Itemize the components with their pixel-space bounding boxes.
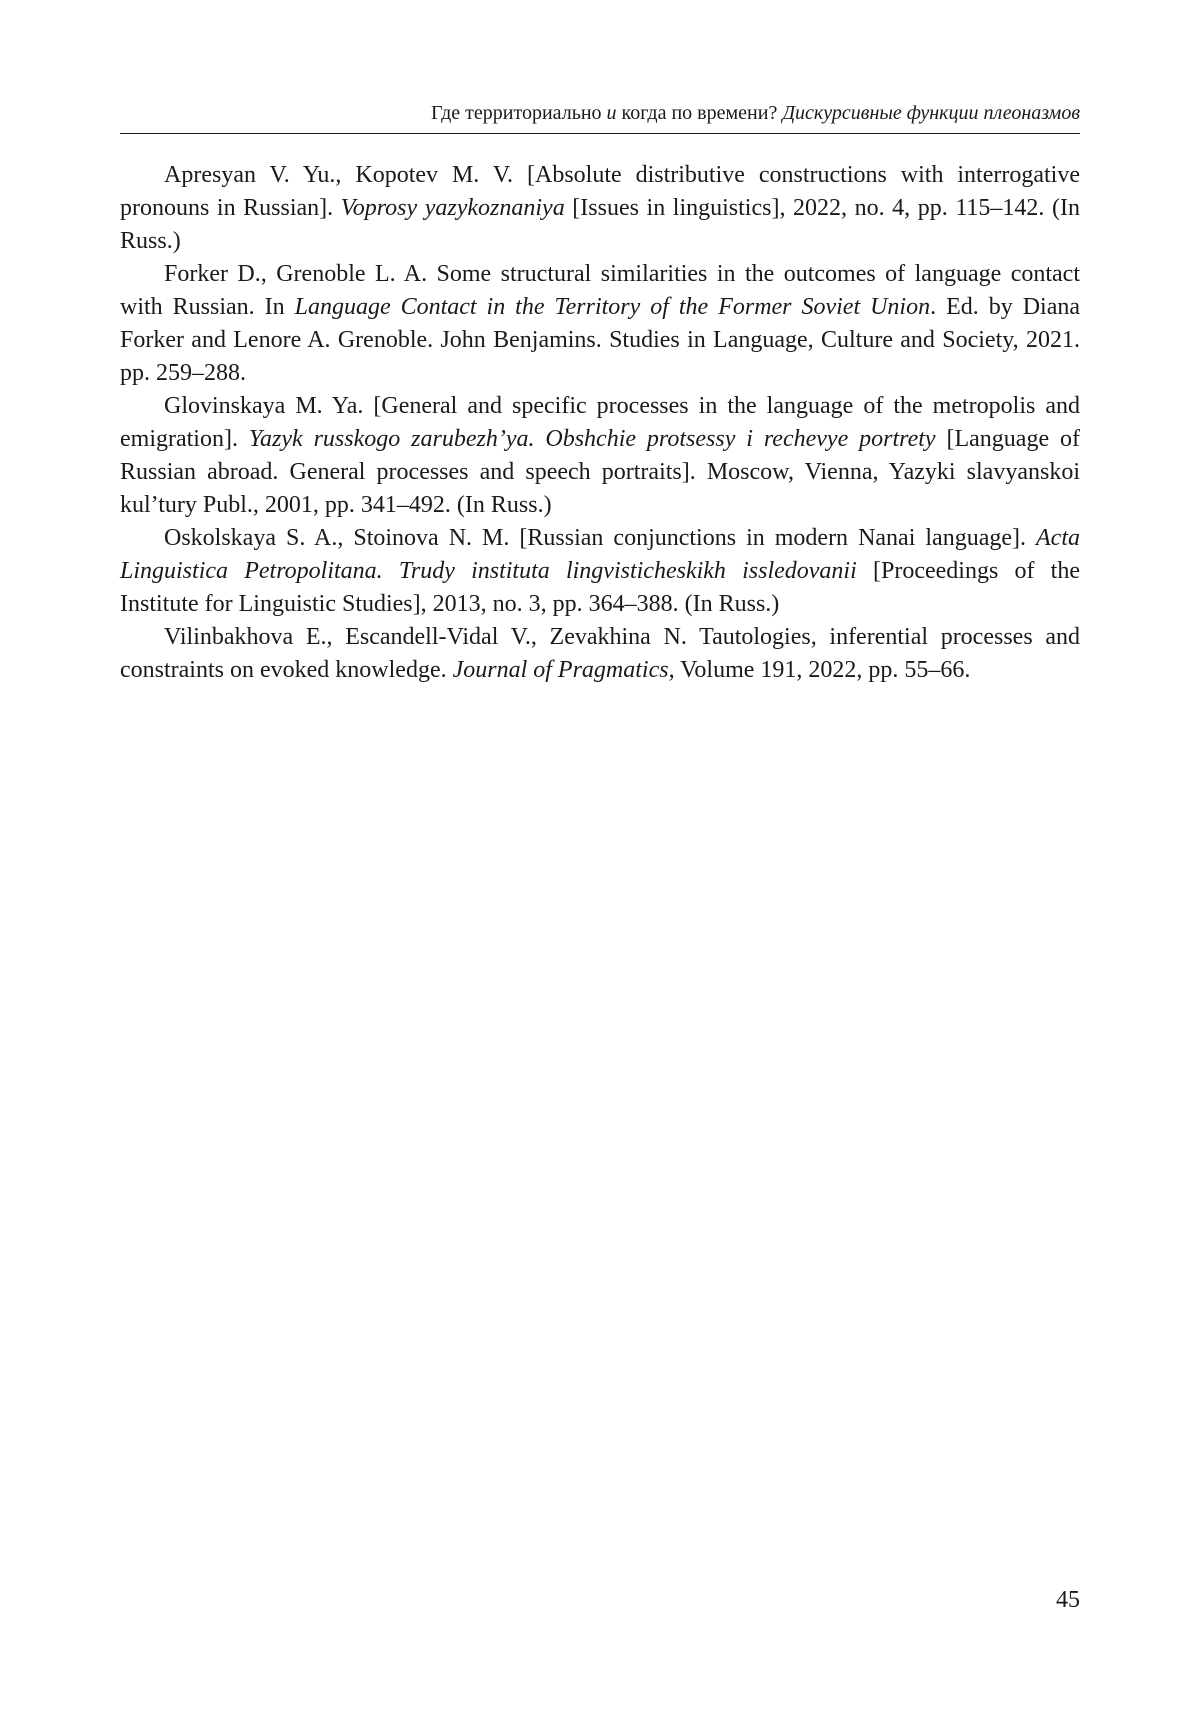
reference-text: [Proceedings of the Institute for Linguistic Studies], 2013, no. 3, pp. 364–388. (In Russ.) [120,558,1081,617]
reference-entry [120,522,1080,621]
reference-source-title: Voprosy yazykoznaniya [340,195,565,221]
reference-text: [Issues in linguistics], 2022, no. 4, pp. 115–142. (In Russ.) [120,195,1080,254]
running-header-text-1: Где территориально [431,102,607,124]
reference-text: Forker D., Grenoble L. A. Some structural similarities in the outcomes of language contact with Russian. In [120,261,1080,320]
reference-source-title: Yazyk russkogo zarubezh’ya. Obshchie protsessy i rechevye portrety [248,426,936,452]
page-number: 45 [1056,1587,1080,1613]
reference-text: , Volume 191, 2022, pp. 55–66. [668,657,971,683]
reference-entry [120,258,1080,390]
running-header-text-3: когда по времени? [616,102,783,124]
running-header-text-2: и [606,102,617,124]
reference-source-title: Language Contact in the Territory of the Former Soviet Union [294,294,931,320]
references-list [120,159,1080,687]
reference-text: [Language of Russian abroad. General processes and speech portraits]. Moscow, Vienna, Yazyki slavyanskoi kul’tury Publ., 2001, pp. 341–492. (In Russ.) [120,426,1080,518]
reference-text: . Ed. by Diana Forker and Lenore A. Grenoble. John Benjamins. Studies in Language, Culture and Society, 2021. pp. 259–288. [120,294,1080,386]
reference-text: Oskolskaya S. A., Stoinova N. M. [Russian conjunctions in modern Nanai language]. [164,525,1037,551]
reference-entry [120,390,1080,522]
header-rule [120,133,1080,134]
reference-entry [120,159,1080,258]
running-header-text-4: Дискурсивные функции плеоназмов [782,102,1080,124]
reference-entry [120,621,1080,687]
running-header [120,100,1080,126]
reference-source-title: Journal of Pragmatics [452,657,669,683]
reference-source-title: Acta Linguistica Petropolitana. Trudy instituta lingvisticheskikh issledovanii [120,525,1080,584]
reference-text: Vilinbakhova E., Escandell-Vidal V., Zevakhina N. Tautologies, inferential processes and constraints on evoked knowledge. [120,624,1080,683]
reference-text: Apresyan V. Yu., Kopotev M. V. [Absolute distributive constructions with interrogative pronouns in Russian]. [120,162,1080,221]
reference-text: Glovinskaya M. Ya. [General and specific processes in the language of the metropolis and emigration]. [120,393,1080,452]
